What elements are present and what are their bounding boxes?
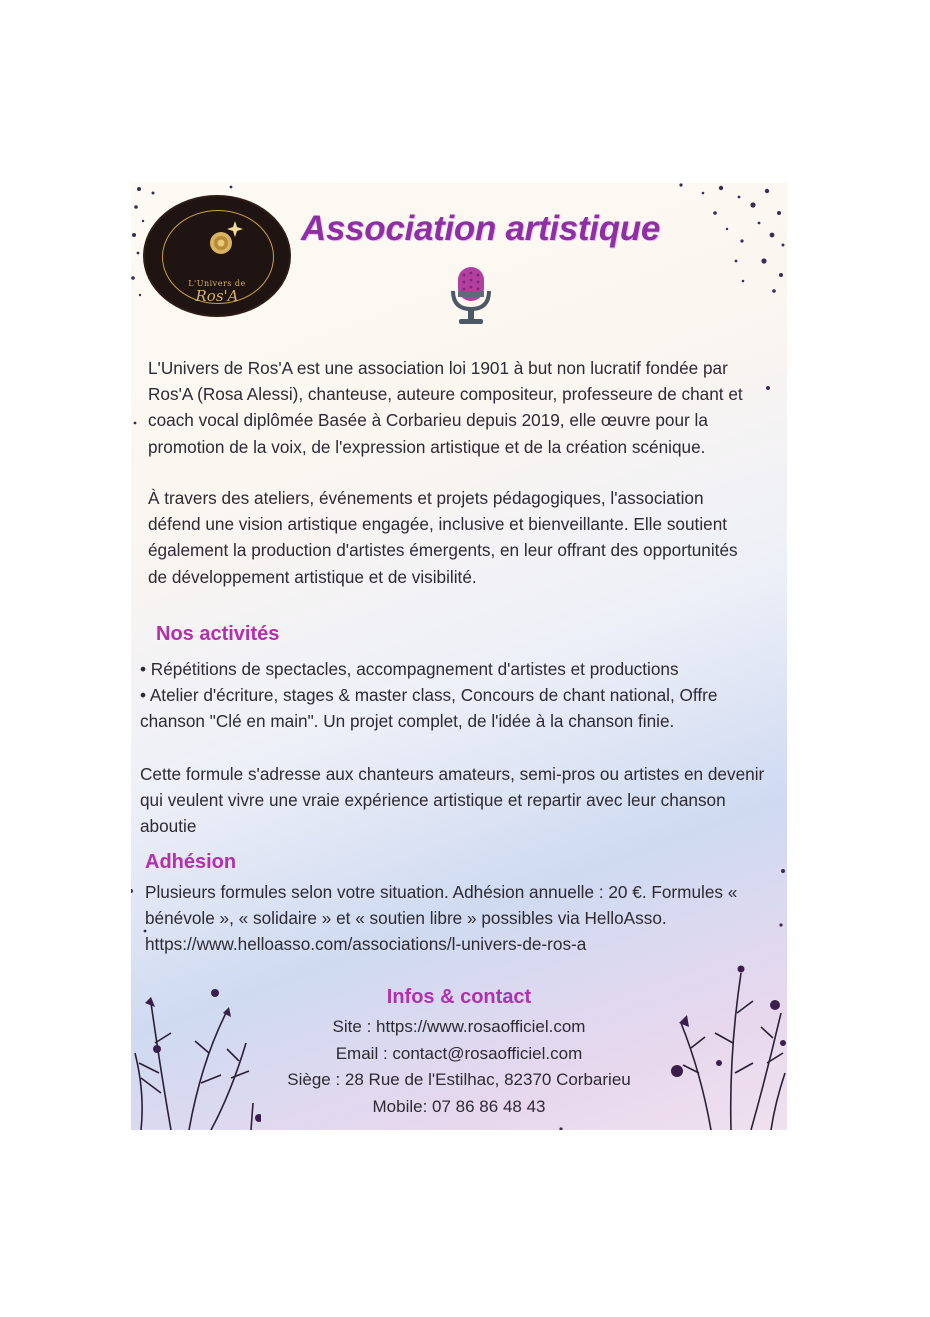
rose-moon-logo-icon: [183, 215, 251, 275]
contact-email: Email : contact@rosaofficiel.com: [335, 1044, 583, 1063]
intro-paragraph-2: À travers des ateliers, événements et projets pédagogiques, l'association défend une vision artistique engagée, inclusive et bienveillante. Elle soutient également la production d'artistes émergents, en leur offrant des opportunités de développement artistique et de visibilité.: [148, 488, 738, 587]
logo-top-text: L'Univers de: [188, 279, 246, 288]
activity-item: • Atelier d'écriture, stages & master class, Concours de chant national, Offre chanson "Clé en main". Un projet complet, de l'idée à la chanson finie.: [140, 685, 718, 732]
membership-text: Plusieurs formules selon votre situation. Adhésion annuelle : 20 €. Formules « bénévole », « solidaire » et « soutien libre » possibles via HelloAsso. https://www.helloasso.com/associations/l-univers-de-ros-a: [145, 882, 738, 955]
decorative-plant-left-icon: [131, 983, 261, 1130]
microphone-icon: [449, 265, 493, 327]
activity-item: Cette formule s'adresse aux chanteurs amateurs, semi-pros ou artistes en devenir qui veulent vivre une vraie expérience artistique et repartir avec leur chanson aboutie: [140, 764, 765, 837]
contact-site: Site : https://www.rosaofficiel.com: [332, 1017, 586, 1036]
association-logo: [145, 197, 289, 315]
membership-heading: Adhésion: [145, 851, 237, 873]
logo-main-text: Ros'A: [195, 287, 239, 305]
contact-heading: Infos & contact: [386, 986, 532, 1008]
page-title: Association artistique: [301, 209, 661, 248]
contact-address: Siège : 28 Rue de l'Estilhac, 82370 Corbarieu: [287, 1070, 631, 1089]
decorative-plant-right-icon: [671, 953, 787, 1130]
activities-heading: Nos activités: [156, 623, 280, 645]
contact-mobile: Mobile: 07 86 86 48 43: [372, 1097, 546, 1116]
activity-item: • Répétitions de spectacles, accompagnement d'artistes et productions: [140, 659, 679, 679]
flyer: [131, 183, 787, 1130]
intro-paragraph-1: L'Univers de Ros'A est une association loi 1901 à but non lucratif fondée par Ros'A (Rosa Alessi), chanteuse, auteure compositeur, professeure de chant et coach vocal diplômée Basée à Corbarieu depuis 2019, elle œuvre pour la promotion de la voix, de l'expression artistique et de la création scénique.: [148, 358, 743, 457]
